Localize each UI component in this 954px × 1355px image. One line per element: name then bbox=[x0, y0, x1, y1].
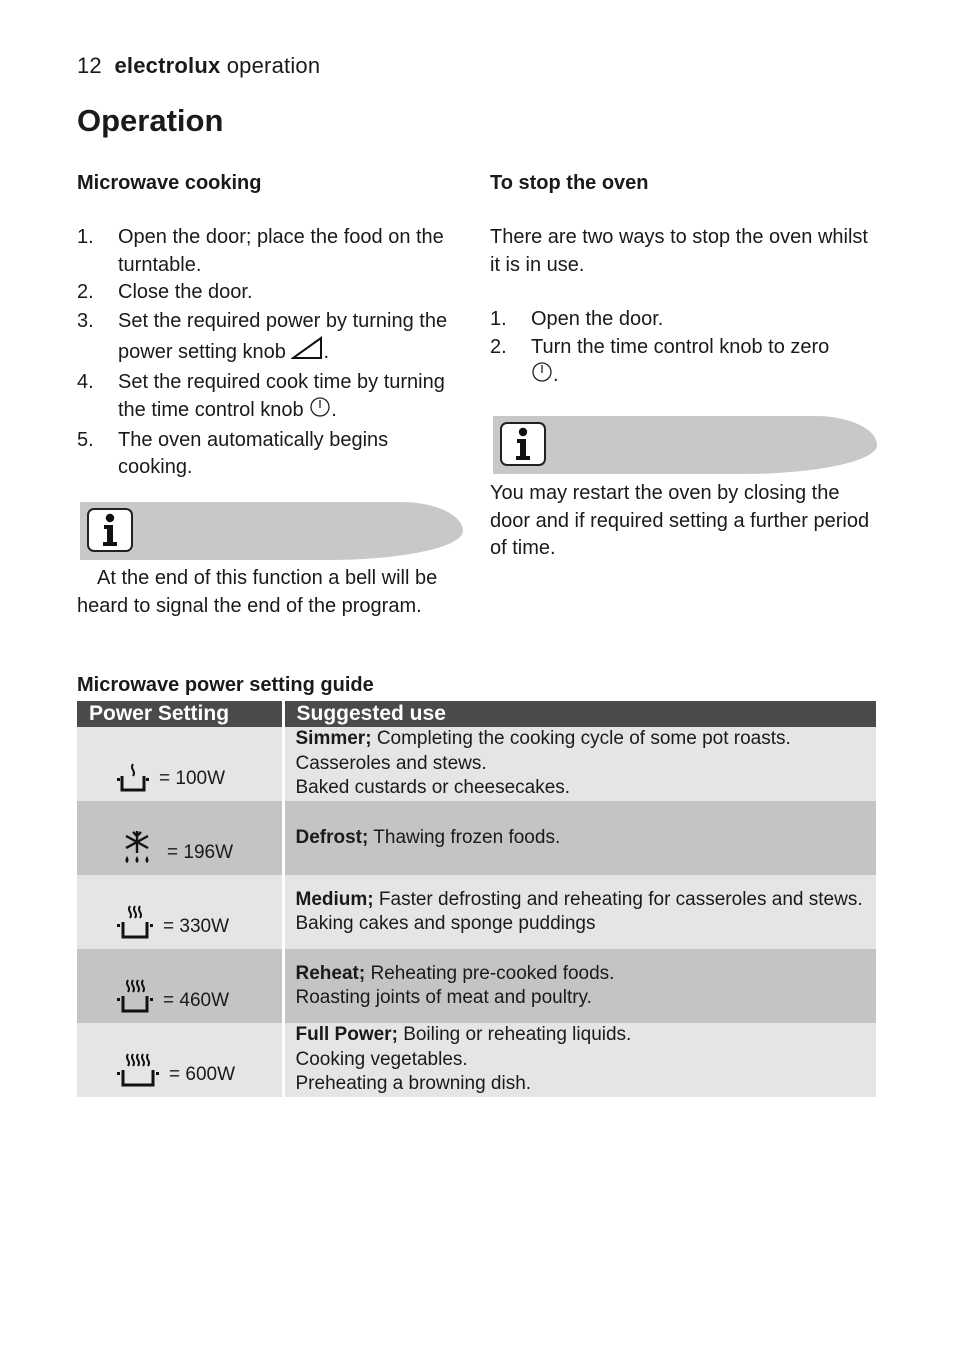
info-icon bbox=[87, 508, 133, 552]
page-number: 12 bbox=[77, 53, 102, 78]
table-row bbox=[77, 875, 876, 949]
time-control-knob-icon bbox=[309, 396, 331, 427]
stop-oven-heading: To stop the oven bbox=[490, 172, 649, 194]
power-setting-cell bbox=[77, 727, 283, 801]
list-item: 3. Set the required power by turning the power setting knob . bbox=[77, 307, 462, 369]
power-watts: = 460W bbox=[163, 990, 230, 1011]
suggested-use-cell: Full Power; Boiling or reheating liquids. Cooking vegetables. Preheating a browning dish. bbox=[283, 1023, 876, 1097]
info-banner bbox=[493, 416, 877, 474]
restart-note: You may restart the oven by closing the door and if required setting a further period of time. bbox=[490, 482, 870, 559]
table-header-row bbox=[77, 701, 876, 727]
list-item: 2. Close the door. bbox=[77, 281, 253, 303]
suggested-use-cell: Reheat; Reheating pre-cooked foods. Roasting joints of meat and poultry. bbox=[283, 949, 876, 1023]
time-control-knob-icon bbox=[531, 361, 553, 392]
power-guide-table bbox=[77, 701, 876, 1097]
power-setting-column-header: Power Setting bbox=[77, 701, 283, 727]
microwave-cooking-section bbox=[77, 170, 462, 482]
brand-name: electrolux bbox=[114, 53, 221, 78]
power-setting-cell bbox=[77, 1023, 283, 1097]
simmer-icon bbox=[115, 760, 151, 794]
power-setting-knob-icon bbox=[291, 336, 323, 369]
stop-oven-section bbox=[490, 170, 877, 392]
list-item: 1. Open the door; place the food on the turntable. bbox=[77, 226, 444, 276]
power-setting-cell bbox=[77, 949, 283, 1023]
info-icon bbox=[500, 422, 546, 466]
medium-icon bbox=[115, 902, 155, 942]
table-row bbox=[77, 1023, 876, 1097]
suggested-use-cell: Defrost; Thawing frozen foods. bbox=[283, 801, 876, 875]
microwave-cooking-heading: Microwave cooking bbox=[77, 172, 262, 194]
list-item: 2. Turn the time control knob to zero . bbox=[490, 334, 877, 392]
page-title: Operation bbox=[77, 103, 224, 138]
info-banner bbox=[80, 502, 463, 560]
section-name: operation bbox=[226, 53, 321, 78]
table-row bbox=[77, 727, 876, 801]
power-setting-cell bbox=[77, 875, 283, 949]
bell-note: At the end of this function a bell will be heard to signal the end of the program. bbox=[77, 567, 438, 617]
page-header bbox=[77, 53, 320, 79]
stop-oven-steps bbox=[490, 306, 877, 392]
list-item: 4. Set the required cook time by turning the time control knob . bbox=[77, 369, 462, 427]
power-watts: = 196W bbox=[167, 842, 234, 863]
suggested-use-column-header: Suggested use bbox=[283, 701, 876, 727]
table-row bbox=[77, 801, 876, 875]
reheat-icon bbox=[115, 976, 155, 1016]
power-watts: = 600W bbox=[169, 1064, 236, 1085]
power-watts: = 330W bbox=[163, 916, 230, 937]
table-row bbox=[77, 949, 876, 1023]
microwave-cooking-steps bbox=[77, 224, 462, 482]
full-power-icon bbox=[115, 1050, 161, 1090]
power-watts: = 100W bbox=[159, 768, 226, 789]
list-item: 1. Open the door. bbox=[490, 308, 664, 330]
suggested-use-cell: Simmer; Completing the cooking cycle of some pot roasts. Casseroles and stews. Baked custards or cheesecakes. bbox=[283, 727, 876, 801]
suggested-use-cell: Medium; Faster defrosting and reheating for casseroles and stews. Baking cakes and sponge puddings bbox=[283, 875, 876, 949]
stop-oven-intro: There are two ways to stop the oven whilst it is in use. bbox=[490, 226, 868, 276]
power-setting-cell bbox=[77, 801, 283, 875]
list-item: 5. The oven automatically begins cooking. bbox=[77, 428, 389, 478]
power-guide-heading: Microwave power setting guide bbox=[77, 674, 374, 696]
defrost-icon bbox=[115, 828, 159, 868]
